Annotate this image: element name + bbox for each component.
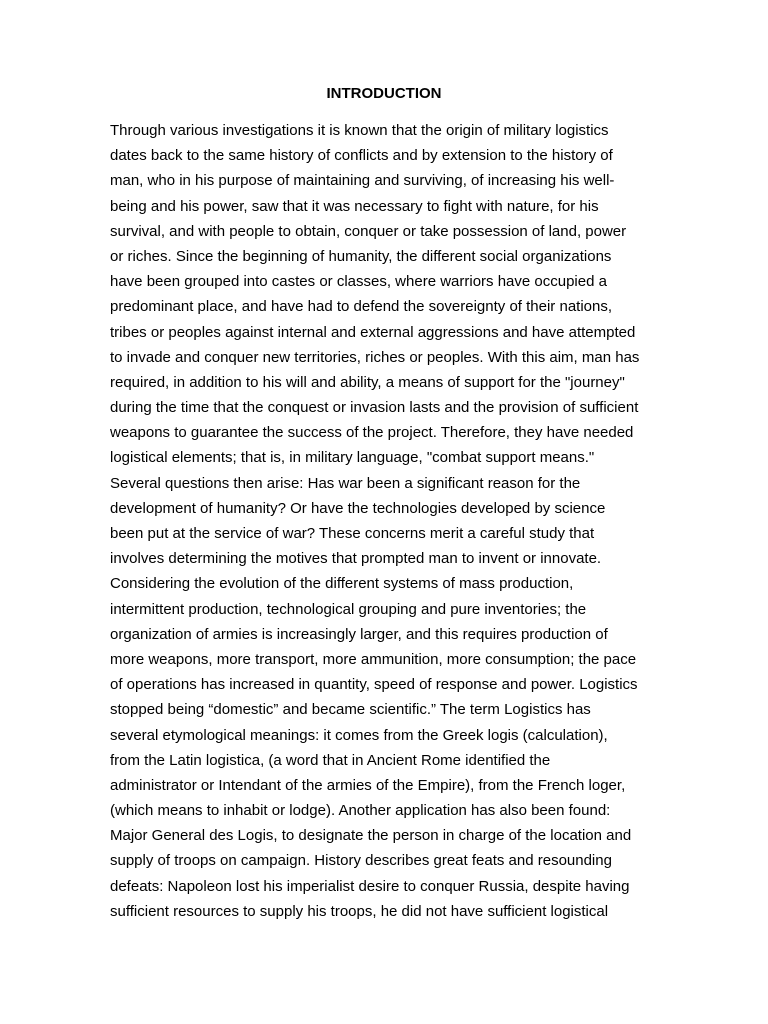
text-line: required, in addition to his will and ability, a means of support for the "journey"	[110, 373, 625, 391]
text-line: Through various investigations it is known that the origin of military logistics	[110, 122, 609, 139]
text-line: man, who in his purpose of maintaining and surviving, of increasing his well-	[110, 172, 615, 190]
text-line: during the time that the conquest or invasion lasts and the provision of sufficient	[110, 399, 639, 417]
text-line: supply of troops on campaign. History describes great feats and resounding	[110, 852, 612, 870]
text-line: being and his power, saw that it was necessary to fight with nature, for his	[110, 197, 599, 215]
text-line: Major General des Logis, to designate the person in charge of the location and	[110, 827, 632, 845]
text-line: defeats: Napoleon lost his imperialist desire to conquer Russia, despite having	[110, 877, 630, 895]
text-line: development of humanity? Or have the technologies developed by science	[110, 499, 606, 517]
text-line: intermittent production, technological grouping and pure inventories; the	[110, 600, 587, 618]
text-line: tribes or peoples against internal and external aggressions and have attempted	[110, 323, 636, 341]
page-title: INTRODUCTION	[326, 85, 442, 102]
text-line: Considering the evolution of the different systems of mass production,	[110, 575, 574, 593]
text-line: involves determining the motives that prompted man to invent or innovate.	[110, 550, 602, 568]
text-line: organization of armies is increasingly larger, and this requires production of	[110, 625, 608, 643]
text-line: administrator or Intendant of the armies of the Empire), from the French loger,	[110, 776, 626, 794]
text-line: survival, and with people to obtain, conquer or take possession of land, power	[110, 222, 627, 240]
text-line: more weapons, more transport, more ammunition, more consumption; the pace	[110, 650, 637, 668]
text-line: of operations has increased in quantity, speed of response and power. Logistics	[110, 676, 638, 694]
text-line: or riches. Since the beginning of humanity, the different social organizations	[110, 247, 612, 265]
text-line: logistical elements; that is, in military language, "combat support means."	[110, 449, 595, 467]
text-line: weapons to guarantee the success of the project. Therefore, they have needed	[110, 424, 634, 442]
text-line: several etymological meanings: it comes from the Greek logis (calculation),	[110, 726, 608, 744]
text-line: from the Latin logistica, (a word that in Ancient Rome identified the	[110, 751, 551, 769]
text-line: to invade and conquer new territories, riches or peoples. With this aim, man has	[110, 348, 640, 366]
text-line: been put at the service of war? These concerns merit a careful study that	[110, 525, 595, 542]
text-line: predominant place, and have had to defend the sovereignty of their nations,	[110, 298, 613, 316]
text-line: stopped being “domestic” and became scientific.” The term Logistics has	[110, 701, 591, 719]
text-line: (which means to inhabit or lodge). Another application has also been found:	[110, 802, 611, 820]
body-text	[110, 118, 670, 924]
text-line: dates back to the same history of conflicts and by extension to the history of	[110, 147, 613, 165]
text-line: have been grouped into castes or classes, where warriors have occupied a	[110, 273, 607, 291]
text-line: sufficient resources to supply his troops, he did not have sufficient logistical	[110, 902, 609, 920]
text-line: Several questions then arise: Has war been a significant reason for the	[110, 474, 581, 492]
